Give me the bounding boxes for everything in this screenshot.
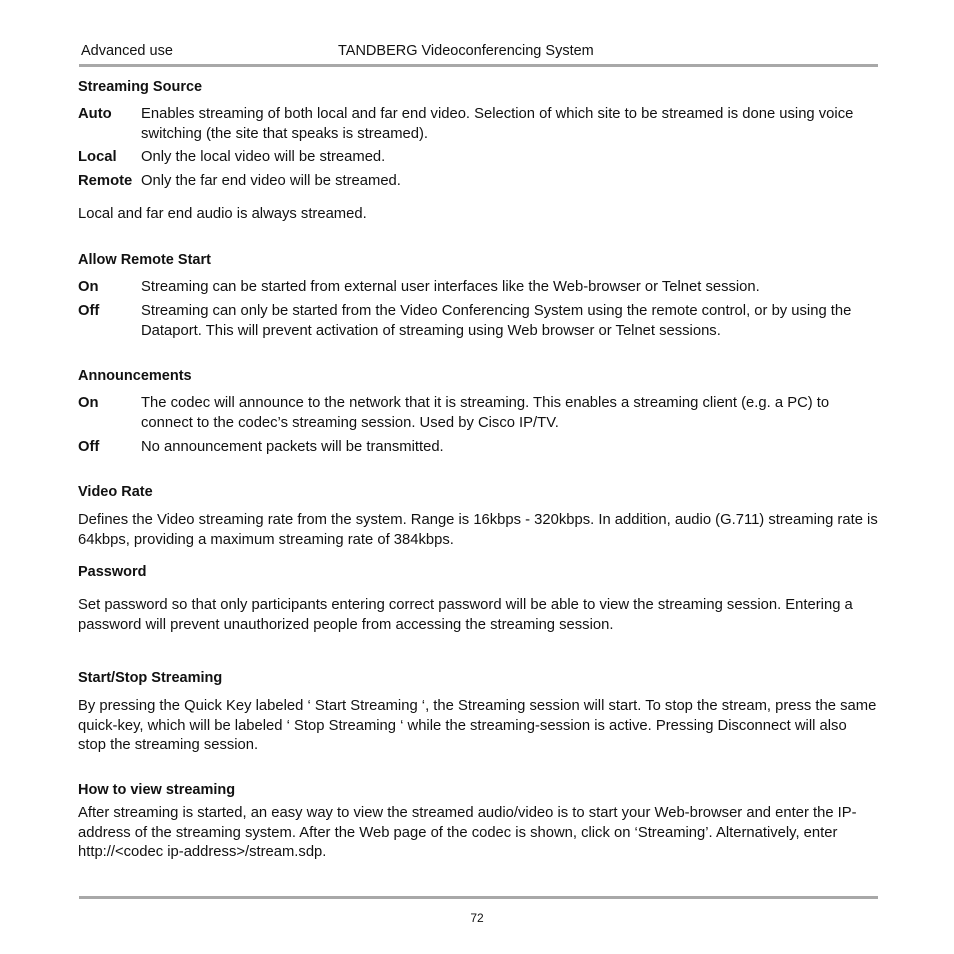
- streaming-source-heading: Streaming Source: [78, 79, 203, 95]
- audio-note: Local and far end audio is always streamed.: [78, 206, 367, 222]
- allow-remote-start-heading: Allow Remote Start: [78, 252, 211, 268]
- header-divider: [79, 64, 878, 67]
- local-term: Local: [78, 149, 117, 165]
- auto-description: Enables streaming of both local and far end video. Selection of which site to be streamed is done using voice switching (the site that speaks is streamed).: [141, 106, 854, 142]
- header-section-label: Advanced use: [81, 43, 173, 59]
- remote-start-off-term: Off: [78, 303, 100, 319]
- password-heading: Password: [78, 564, 147, 580]
- start-stop-heading: Start/Stop Streaming: [78, 670, 223, 686]
- remote-start-off-description: Streaming can only be started from the Video Conferencing System using the remote control, or by using the Dataport. This will prevent activation of streaming using Web browser or Telnet sessions.: [141, 303, 852, 339]
- announcements-on-term: On: [78, 395, 99, 411]
- header-document-title: TANDBERG Videoconferencing System: [338, 43, 594, 59]
- remote-description: Only the far end video will be streamed.: [141, 173, 401, 189]
- remote-start-on-description: Streaming can be started from external user interfaces like the Web-browser or Telnet session.: [141, 279, 760, 295]
- remote-term: Remote: [78, 173, 133, 189]
- start-stop-body: By pressing the Quick Key labeled ‘ Start Streaming ‘, the Streaming session will start. To stop the stream, press the same quick-key, which will be labeled ‘ Stop Streaming ‘ while the streaming-session is active. Pressing Disconnect will also stop the streaming session.: [78, 698, 877, 753]
- page-number: 72: [470, 911, 484, 925]
- local-description: Only the local video will be streamed.: [141, 149, 386, 165]
- password-body: Set password so that only participants entering correct password will be able to view the streaming session. Entering a password will prevent unauthorized people from accessing the streaming session.: [78, 597, 853, 633]
- announcements-off-term: Off: [78, 439, 100, 455]
- how-to-view-body: After streaming is started, an easy way to view the streamed audio/video is to start your Web-browser and enter the IP-address of the streaming system. After the Web page of the codec is shown, click on ‘Streaming’. Alternatively, enter http://<codec ip-address>/stream.sdp.: [78, 805, 857, 860]
- announcements-on-description: The codec will announce to the network that it is streaming. This enables a streaming client (e.g. a PC) to connect to the codec’s streaming session. Used by Cisco IP/TV.: [141, 395, 830, 431]
- video-rate-body: Defines the Video streaming rate from the system. Range is 16kbps - 320kbps. In addition, audio (G.711) streaming rate is 64kbps, providing a maximum streaming rate of 384kbps.: [78, 512, 878, 548]
- video-rate-heading: Video Rate: [78, 484, 153, 500]
- how-to-view-heading: How to view streaming: [78, 782, 236, 798]
- auto-term: Auto: [78, 106, 112, 122]
- remote-start-on-term: On: [78, 279, 99, 295]
- footer-divider: [79, 896, 878, 899]
- announcements-off-description: No announcement packets will be transmitted.: [141, 439, 444, 455]
- announcements-heading: Announcements: [78, 368, 192, 384]
